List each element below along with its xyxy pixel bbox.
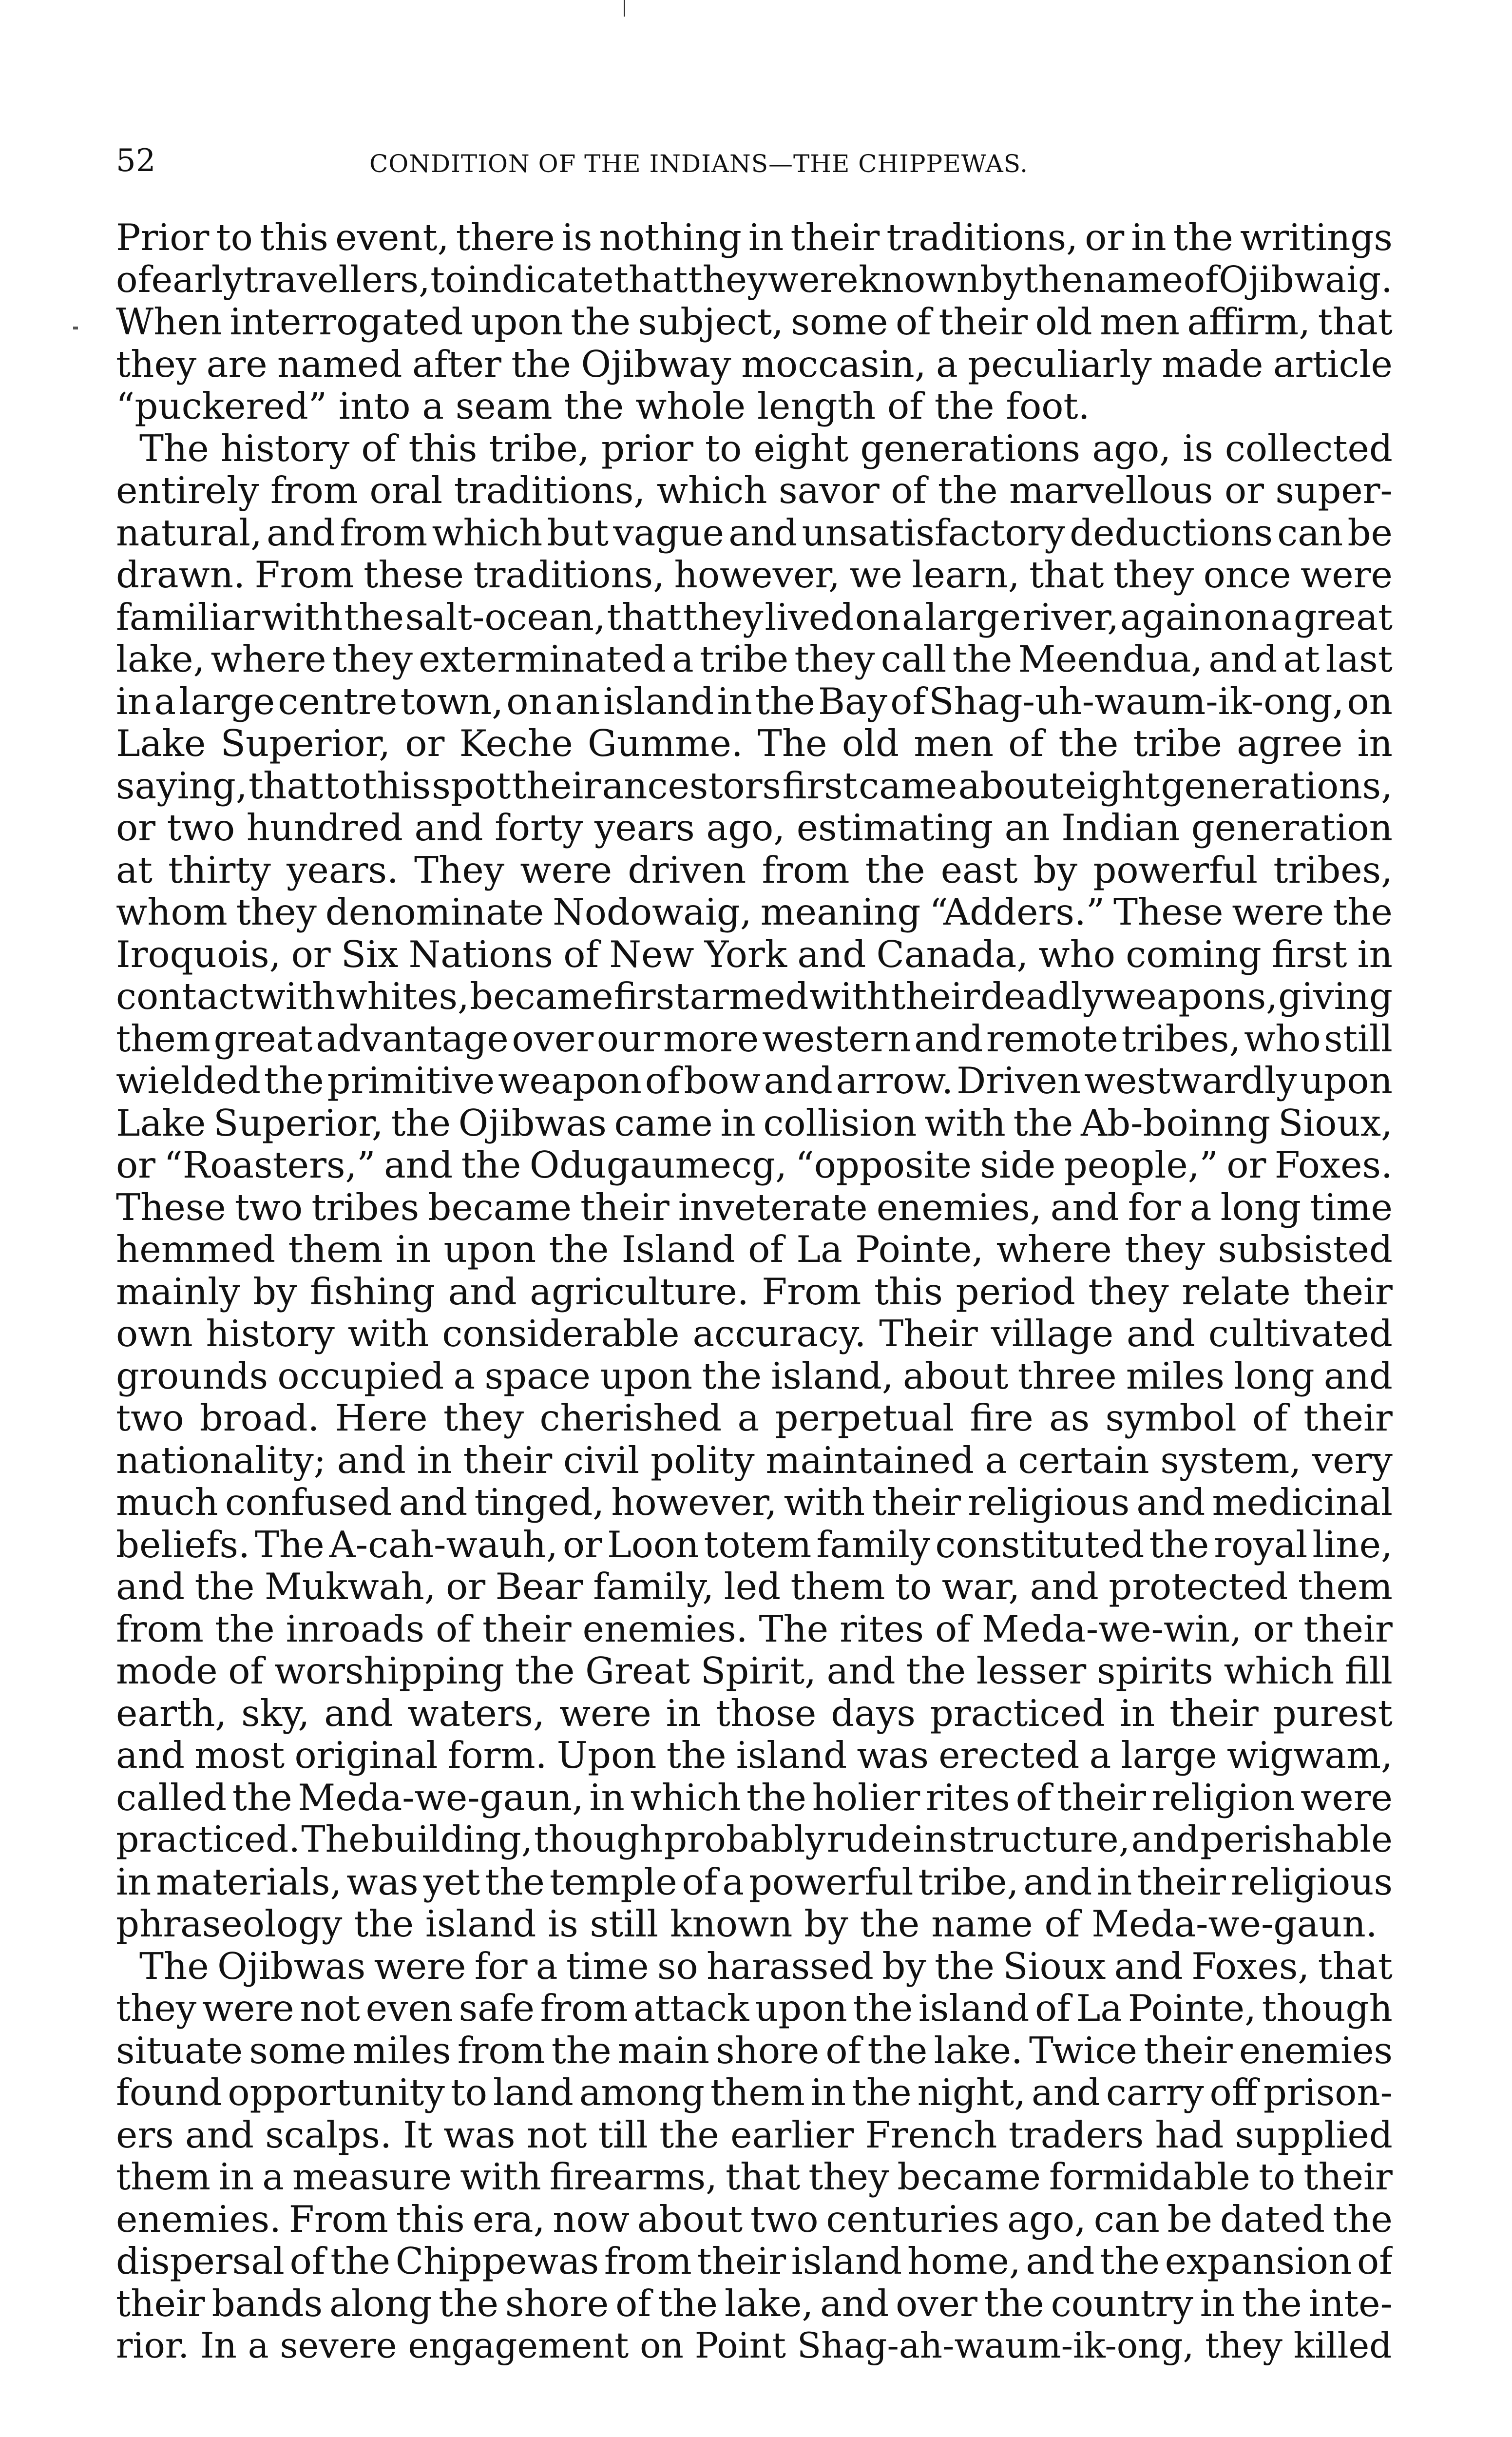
text-line: Lake Superior, the Ojibwas came in collision with the Ab-boinng Sioux,: [116, 1102, 1393, 1144]
text-line: grounds occupied a space upon the island, about three miles long and: [116, 1354, 1393, 1397]
body-text: [116, 216, 1393, 2367]
text-line: and most original form. Upon the island was erected a large wigwam,: [116, 1734, 1393, 1777]
text-line: and the Mukwah, or Bear family, led them to war, and protected them: [116, 1566, 1393, 1608]
text-line: them in a measure with firearms, that they became formidable to their: [116, 2156, 1393, 2198]
text-line: These two tribes became their inveterate enemies, and for a long time: [116, 1186, 1393, 1228]
scan-mark: [73, 327, 78, 329]
text-line: at thirty years. They were driven from the east by powerful tribes,: [116, 849, 1393, 891]
text-line: in a large centre town, on an island in the Bay of Shag-uh-waum-ik-ong, on: [116, 680, 1393, 722]
scan-mark: [624, 0, 625, 17]
text-line: them great advantage over our more western and remote tribes, who still: [116, 1017, 1393, 1060]
text-line: The history of this tribe, prior to eight generations ago, is collected: [139, 427, 1393, 469]
paragraph: [116, 1945, 1393, 2367]
text-line: situate some miles from the main shore of the lake. Twice their enemies: [116, 2029, 1393, 2071]
text-line: Lake Superior, or Keche Gumme. The old men of the tribe agree in: [116, 722, 1393, 765]
text-line: much confused and tinged, however, with their religious and medicinal: [116, 1481, 1393, 1524]
text-line: they are named after the Ojibway moccasin, a peculiarly made article: [116, 343, 1393, 385]
text-line: The Ojibwas were for a time so harassed by the Sioux and Foxes, that: [139, 1945, 1393, 1987]
text-line: hemmed them in upon the Island of La Pointe, where they subsisted: [116, 1228, 1393, 1271]
paragraph: [116, 427, 1393, 1945]
text-line: or “Roasters,” and the Odugaumecg, “opposite side people,” or Foxes.: [116, 1144, 1393, 1186]
text-line: natural, and from which but vague and unsatisfactory deductions can be: [116, 511, 1393, 554]
text-line: earth, sky, and waters, were in those days practiced in their purest: [116, 1692, 1393, 1734]
text-line: ers and scalps. It was not till the earlier French traders had supplied: [116, 2113, 1393, 2156]
text-line: Iroquois, or Six Nations of New York and Canada, who coming first in: [116, 933, 1393, 975]
text-line: saying, that to this spot their ancestors first came about eight generations,: [116, 764, 1393, 807]
text-line: of early travellers, to indicate that they were known by the name of Ojibwaig.: [116, 258, 1393, 301]
text-line: two broad. Here they cherished a perpetual fire as symbol of their: [116, 1397, 1393, 1439]
page-header: [116, 141, 1393, 185]
text-line: lake, where they exterminated a tribe they call the Meendua, and at last: [116, 638, 1393, 680]
text-line: enemies. From this era, now about two centuries ago, can be dated the: [116, 2198, 1393, 2240]
text-line: beliefs. The A-cah-wauh, or Loon totem family constituted the royal line,: [116, 1523, 1393, 1566]
text-line: drawn. From these traditions, however, we learn, that they once were: [116, 554, 1393, 596]
text-line: contact with whites, became first armed with their deadly weapons, giving: [116, 975, 1393, 1018]
text-line: familiar with the salt-ocean, that they lived on a large river, again on a great: [116, 596, 1393, 638]
running-head: CONDITION OF THE INDIANS—THE CHIPPEWAS.: [369, 150, 1029, 178]
text-line: practiced. The building, though probably rude in structure, and perishable: [116, 1818, 1393, 1860]
text-line: entirely from oral traditions, which savor of the marvellous or super-: [116, 469, 1393, 512]
text-line: called the Meda-we-gaun, in which the holier rites of their religion were: [116, 1776, 1393, 1818]
paragraph: [116, 216, 1393, 427]
text-line: “puckered” into a seam the whole length of the foot.: [116, 385, 1090, 427]
text-line: dispersal of the Chippewas from their island home, and the expansion of: [116, 2240, 1393, 2282]
text-line: own history with considerable accuracy. Their village and cultivated: [116, 1313, 1393, 1355]
text-line: mainly by fishing and agriculture. From this period they relate their: [116, 1270, 1393, 1313]
text-line: rior. In a severe engagement on Point Shag-ah-waum-ik-ong, they killed: [116, 2325, 1392, 2366]
text-line: or two hundred and forty years ago, estimating an Indian generation: [116, 807, 1393, 849]
text-line: from the inroads of their enemies. The rites of Meda-we-win, or their: [116, 1607, 1393, 1650]
text-line: their bands along the shore of the lake, and over the country in the inte-: [116, 2282, 1393, 2324]
text-line: in materials, was yet the temple of a powerful tribe, and in their religious: [116, 1860, 1393, 1903]
text-line: nationality; and in their civil polity maintained a certain system, very: [116, 1439, 1393, 1481]
text-line: Prior to this event, there is nothing in their traditions, or in the writings: [116, 216, 1393, 259]
text-line: whom they denominate Nodowaig, meaning “Adders.” These were the: [116, 891, 1393, 933]
page-number: 52: [116, 143, 156, 179]
text-line: phraseology the island is still known by the name of Meda-we-gaun.: [116, 1903, 1378, 1945]
text-line: mode of worshipping the Great Spirit, and the lesser spirits which fill: [116, 1650, 1393, 1692]
text-line: wielded the primitive weapon of bow and arrow. Driven westwardly upon: [116, 1060, 1393, 1102]
text-line: they were not even safe from attack upon the island of La Pointe, though: [116, 1987, 1393, 2030]
text-line: found opportunity to land among them in the night, and carry off prison-: [116, 2071, 1393, 2114]
text-line: When interrogated upon the subject, some of their old men affirm, that: [116, 301, 1393, 343]
